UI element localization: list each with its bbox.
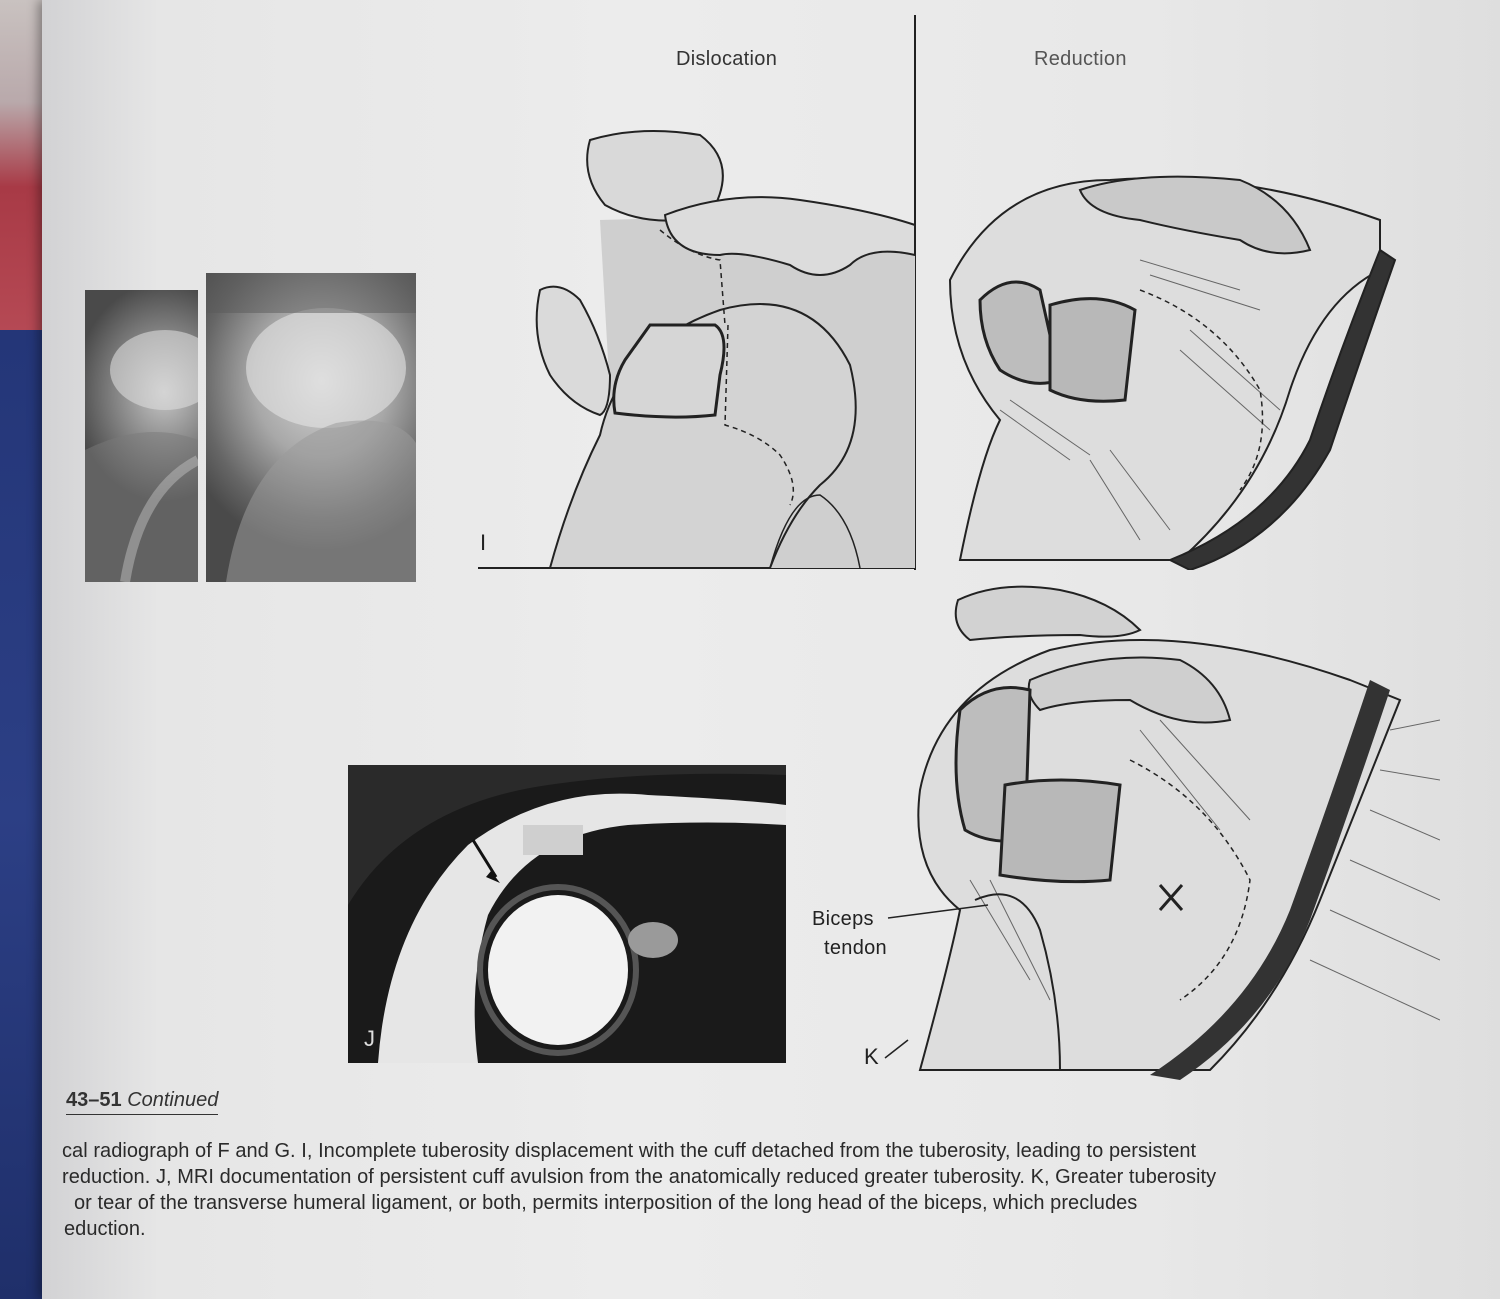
panel-i-dislocation-drawing xyxy=(470,15,930,575)
caption-line-4: eduction. xyxy=(64,1218,146,1240)
label-biceps: Biceps xyxy=(812,908,874,930)
header-dislocation: Dislocation xyxy=(676,48,778,70)
panel-letter-i: I xyxy=(480,530,487,555)
radiograph-right xyxy=(206,273,416,582)
panel-i-reduction-illustration xyxy=(940,160,1400,570)
caption-heading xyxy=(66,1089,218,1115)
radiograph-left xyxy=(85,290,198,582)
header-reduction: Reduction xyxy=(1034,48,1127,70)
panel-j-mri xyxy=(348,765,786,1063)
label-tendon: tendon xyxy=(824,937,887,959)
panel-letter-j: J xyxy=(364,1026,375,1051)
panel-j-mri-art xyxy=(348,765,786,1063)
panel-letter-k: K xyxy=(864,1044,879,1069)
radiograph-right-art xyxy=(206,273,416,582)
radiograph-left-art xyxy=(85,290,198,582)
panel-k-illustration xyxy=(880,580,1440,1080)
caption-line-2: reduction. J, MRI documentation of persistent cuff avulsion from the anatomically reduced greater tuberosity. K, Greater tuberosity xyxy=(62,1166,1217,1188)
figure-number: 43–51 xyxy=(66,1089,122,1111)
caption-line-1: cal radiograph of F and G. I, Incomplete tuberosity displacement with the cuff detached from the tuberosity, leading to persistent xyxy=(62,1140,1197,1162)
caption-line-3: or tear of the transverse humeral ligament, or both, permits interposition of the long head of the biceps, which precludes xyxy=(74,1192,1138,1214)
caption-continued: Continued xyxy=(127,1089,219,1111)
